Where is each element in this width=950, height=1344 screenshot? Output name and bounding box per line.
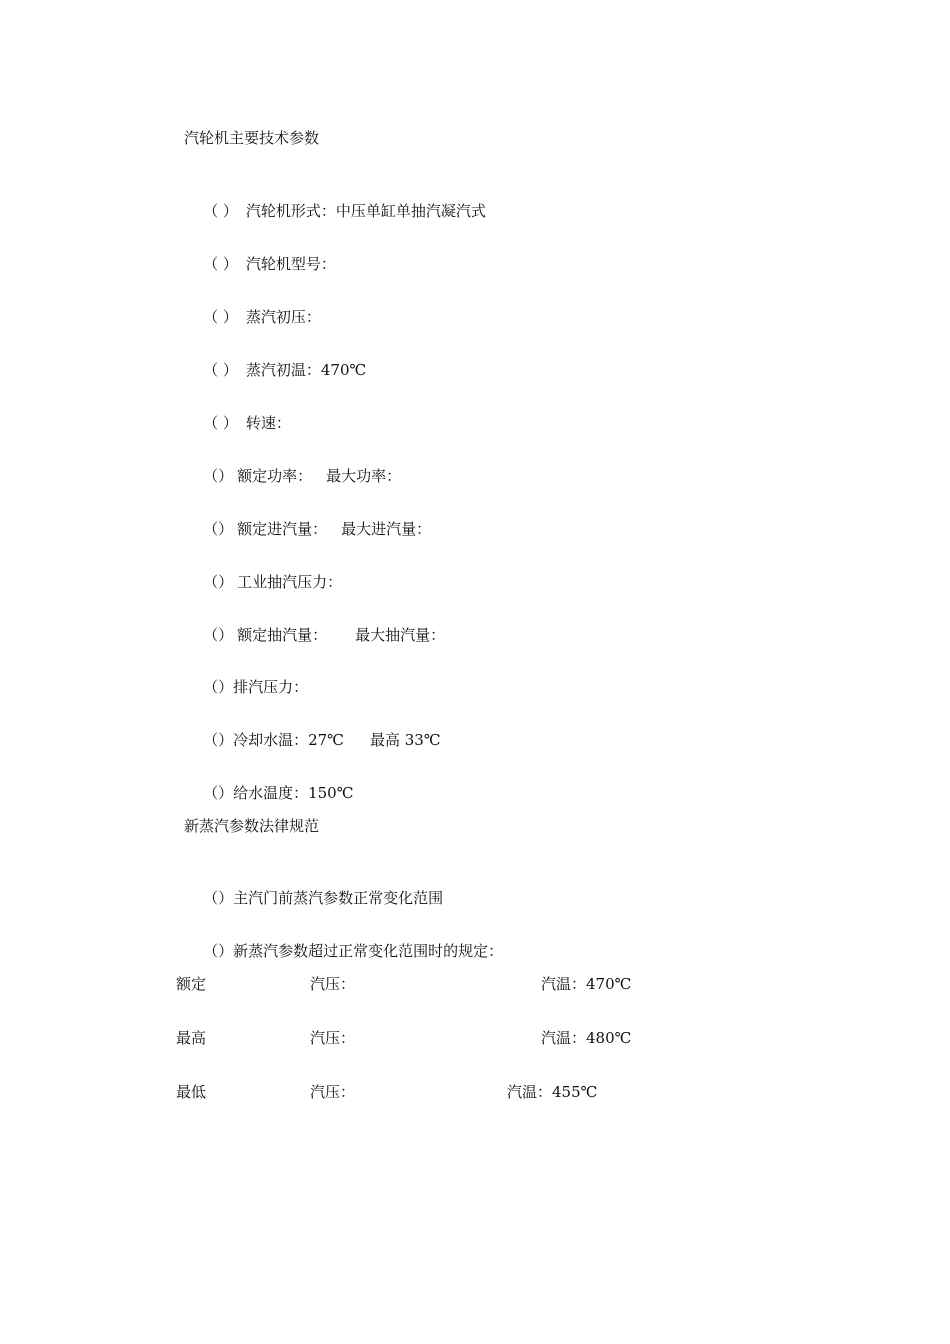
- section-title: 新蒸汽参数法律规范: [184, 817, 320, 835]
- item-mark: （）: [203, 520, 234, 538]
- item-mark: （）: [203, 784, 234, 802]
- item-text: 额定进汽量：: [237, 520, 328, 538]
- item-text: 蒸汽初压：: [245, 308, 321, 326]
- item-text: 排汽压力：: [233, 678, 309, 696]
- list-item: [184, 921, 504, 960]
- item-text-secondary: 最大功率：: [326, 467, 402, 485]
- item-text: 主汽门前蒸汽参数正常变化范围: [233, 889, 444, 907]
- row-pressure: 汽压：: [310, 975, 356, 993]
- item-text-secondary: 最高 33℃: [369, 731, 441, 749]
- row-temperature: 汽温：480℃: [541, 1029, 632, 1047]
- item-mark: （）: [203, 626, 234, 644]
- item-text: 冷却水温：27℃: [233, 731, 344, 749]
- item-text: 转速：: [245, 414, 291, 432]
- list-item: [184, 499, 432, 538]
- row-label: 最低: [176, 1083, 207, 1101]
- row-temperature: 汽温：470℃: [541, 975, 632, 993]
- item-text: 汽轮机型号：: [245, 255, 336, 273]
- list-item: [184, 710, 441, 749]
- list-item: [184, 181, 486, 220]
- item-text: 工业抽汽压力：: [237, 573, 343, 591]
- item-mark: （）: [203, 731, 234, 749]
- list-item: [184, 234, 336, 273]
- list-item: [184, 552, 343, 591]
- item-mark: （ ）: [203, 361, 238, 379]
- list-item: [184, 340, 367, 379]
- row-label: 最高: [176, 1029, 207, 1047]
- item-mark: （ ）: [203, 255, 238, 273]
- item-mark: （）: [203, 573, 234, 591]
- list-item: [184, 868, 444, 907]
- item-text-secondary: 最大进汽量：: [341, 520, 432, 538]
- item-mark: （ ）: [203, 308, 238, 326]
- item-text: 额定抽汽量：: [237, 626, 328, 644]
- item-text: 新蒸汽参数超过正常变化范围时的规定：: [233, 942, 504, 960]
- item-mark: （ ）: [203, 202, 238, 220]
- list-item: [184, 446, 402, 485]
- list-item: [184, 393, 291, 432]
- item-text: 额定功率：: [237, 467, 313, 485]
- row-pressure: 汽压：: [310, 1083, 356, 1101]
- item-mark: （）: [203, 467, 234, 485]
- list-item: [184, 605, 446, 644]
- list-item: [184, 287, 321, 326]
- list-item: [184, 657, 309, 696]
- page-title: 汽轮机主要技术参数: [184, 129, 320, 147]
- item-text-secondary: 最大抽汽量：: [355, 626, 446, 644]
- item-mark: （）: [203, 889, 234, 907]
- list-item: [184, 763, 354, 802]
- item-mark: （ ）: [203, 414, 238, 432]
- row-temperature: 汽温：455℃: [507, 1083, 598, 1101]
- item-mark: （）: [203, 942, 234, 960]
- item-mark: （）: [203, 678, 234, 696]
- row-pressure: 汽压：: [310, 1029, 356, 1047]
- item-text: 汽轮机形式：中压单缸单抽汽凝汽式: [245, 202, 486, 220]
- row-label: 额定: [176, 975, 207, 993]
- item-text: 给水温度：150℃: [233, 784, 354, 802]
- item-text: 蒸汽初温：470℃: [245, 361, 367, 379]
